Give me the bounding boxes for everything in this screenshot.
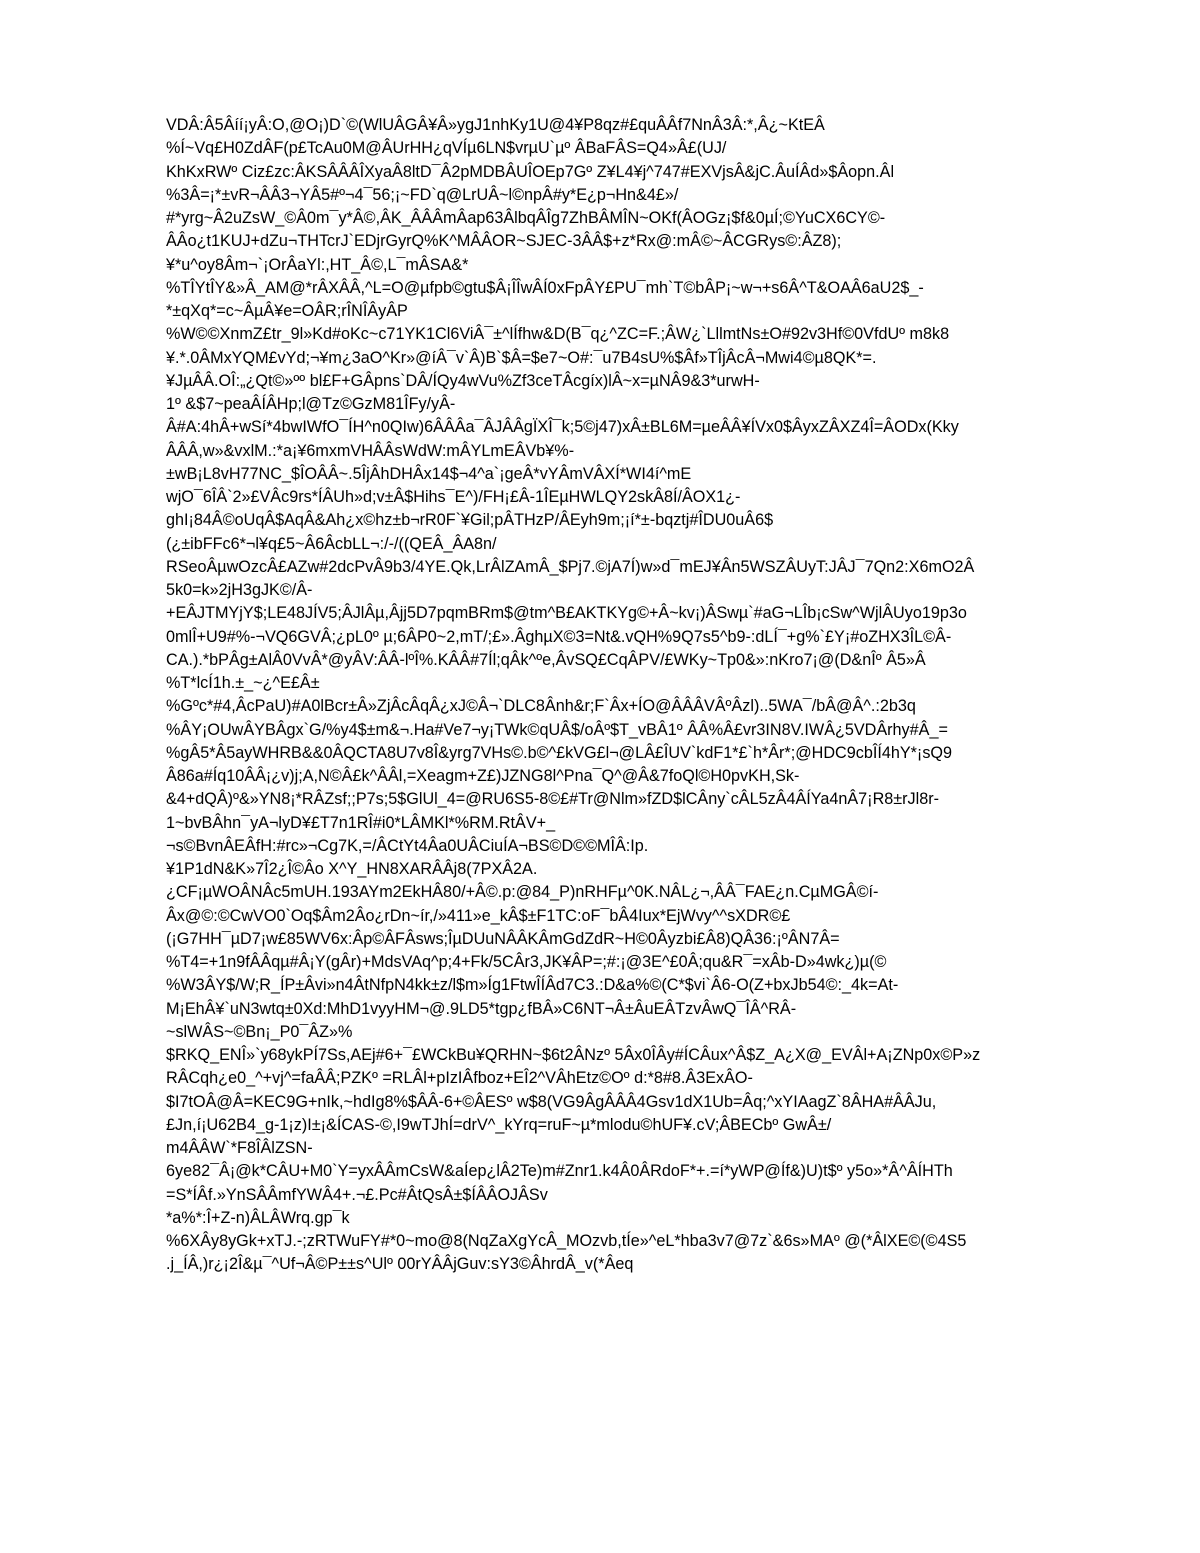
text-line: ÂÂo¿t1KUJ+dZu¬THTcrJ`EDjrGyrQ%K^MÂÂOR~SJEC-3ÂÂ$+z*Rx@:mÂ©~ÂCGRys©:ÂZ8); — [166, 232, 842, 251]
text-line: %Gºc*#4,ÂcPaU)#A0lBcr±Â»ZjÂcÂqÂ¿xJ©Â¬`DLC8Ânh&r;F`Âx+ÍO@ÂÂÂVÂºÂzl)..5WA¯/bÂ@Â^.:2b3q — [166, 697, 916, 716]
text-line: %ÂY¡OUwÂYBÂgx`G/%y4$±m&¬.Ha#Ve7¬y¡TWk©qUÂ$/oÂº$T_vBÂ1º ÂÂ%Â£vr3IN8V.IWÂ¿5VDÂrhy#Â_= — [166, 720, 948, 739]
text-line: %W3ÂY$/W;R_ÍP±Âvi»n4ÂtNfpN4kk±z/l$m»Íg1FtwÎÍÂd7C3.:D&a%©(C*$vi`Â6-O(Z+bxJb54©:_4k=At- — [166, 976, 899, 995]
text-line: m4ÂÂW`*F8ÎÂlZSN- — [166, 1139, 313, 1157]
text-line: (¿±ibFFc6*¬l¥q£5~Â6ÂcbLL¬:/-/((QEÂ_ÂA8n/ — [166, 534, 497, 553]
text-line: %T*lcÍ1h.±_~¿^E£Â± — [166, 674, 320, 692]
text-line: 5k0=k»2jH3gJK©/Â- — [166, 581, 313, 599]
text-line: VDÂ:Â5Âíí¡yÂ:O,@O¡)D`©(WlUÂGÂ¥Â»ygJ1nhKy1U@4¥P8qz#£quÂÂf7NnÂ3Â:*,Â¿~KtEÂ — [166, 116, 825, 134]
text-line: ±wB¡L8vH77NC_$ÎOÂÂ~.5ÎjÂhDHÂx14$¬4^a`¡geÂ*vYÂmVÂXÍ*WI4í^mE — [166, 464, 692, 483]
text-line: ¥*u^oy8Âm¬`¡OrÂaYl:,HT_Â©,L¯mÂSA&* — [166, 255, 469, 274]
text-line: ÂÂÂ,w»&vxlM.:*a¡¥6mxmVHÂÂsWdW:mÂYLmEÂVb¥%- — [166, 441, 575, 460]
text-line: 0mlÎ+U9#%-¬VQ6GVÂ;¿pL0º µ;6ÂP0~2,mT/;£».ÂghµX©3=Nt&.vQH%9Q7s5^b9-:dLÍ¯+g%`£Y¡#oZHX3ÎL©Â- — [166, 627, 952, 646]
text-line: ¥JµÂÂ.OÎ:„¿Qt©»ºº bl£F+GÂpns`DÂ/ÍQy4wVu%Zf3ceTÂcgíx)lÂ~x=µNÂ9&3*urwH- — [166, 371, 760, 390]
text-line: =S*ÍÂf.»YnSÂÂmfYWÂ4+.¬£.Pc#ÂtQsÂ±$ÍÂÂOJÂSv — [166, 1185, 548, 1204]
document-body — [166, 114, 1126, 1277]
text-line: Âx@©:©CwVO0`Oq$Âm2Âo¿rDn~ír,/»411»e_kÂ$±F1TC:oF¯bÂ4Iux*EjWvy^^sXDR©£ — [166, 906, 791, 925]
text-line: ~slWÂS~©Bn¡_P0¯ÂZ»% — [166, 1022, 353, 1041]
text-line: RÂCqh¿e0_^+vj^=faÂÂ;PZKº =RLÂl+pIzIÂfboz+EÎ2^VÂhEtz©Oº d:*8#8.Â3ExÂO- — [166, 1069, 753, 1088]
text-line: 6ye82¯Â¡@k*CÂU+M0`Y=yxÂÂmCsW&aÍep¿lÂ2Te)m#Znr1.k4Â0ÂRdoF*+.=í*yWP@Íf&)U)t$º y5o»*Â^ÂÍHTh — [166, 1162, 953, 1181]
text-line: Â#A:4hÂ+wSí*4bwIWfO¯ÍH^n0QIw)6ÂÂÂa¯ÂJÂÂgÏXÎ¯k;5©j47)xÂ±BL6M=µeÂÂ¥ÍVx0$ÂyxZÂXZ4Î=ÂODx(Kky — [166, 418, 959, 437]
text-line: &4+dQÂ)º&»YN8¡*RÂZsf;;P7s;5$GlUl_4=@RU6S5-8©£#Tr@Nlm»fZD$lCÂny`cÂL5zÂ4ÂÍYa4nÂ7¡R8±rJl8r- — [166, 790, 940, 809]
text-line: .j_ÍÂ,)r¿¡2Î&µ¯^Uf¬Â©P±±s^Ulº 00rYÂÂjGuv:sY3©ÂhrdÂ_v(*Âeq — [166, 1255, 634, 1274]
text-line: wjO¯6ÎÂ`2»£VÂc9rs*ÍÂUh»d;v±Â$Hihs¯E^)/FH¡£Â-1ÎEµHWLQY2skÂ8Í/ÂOX1¿- — [166, 488, 741, 506]
text-line: %T4=+1n9fÂÂqµ#Â¡Y(gÂr)+MdsVAq^p;4+Fk/5CÂr3,JK¥ÂP=;#:¡@3E^£0Â;qu&R¯=xÂb-D»4wk¿)µ(© — [166, 953, 887, 971]
text-line: ¿CF¡µWOÂNÂc5mUH.193AYm2EkHÂ80/+Â©.p:@84_P)nRHFµ^0K.NÂL¿¬,ÂÂ¯FAE¿n.CµMGÂ©í- — [166, 883, 879, 902]
text-line: ¬s©BvnÂEÂfH:#rc»¬Cg7K,=/ÂCtYt4Âa0UÂCiuÍA¬BS©D©©MÎÂ:Ip. — [166, 836, 649, 855]
text-line: %gÂ5*Â5ayWHRB&&0ÂQCTA8U7v8Î&yrg7VHs©.b©^£kVG£l¬@LÂ£ÎUV`kdF1*£`h*Âr*;@HDC9cbÎÍ4hY*¡sQ9 — [166, 743, 953, 762]
text-line: %Í~Vq£H0ZdÂF(p£TcAu0M@ÂUrHH¿qVÍµ6LN$vrµU`µº ÂBaFÂS=Q4»Â£(UJ/ — [166, 139, 727, 158]
text-line: ¥1P1dN&K»7Î2¿Î©Âo X^Y_HN8XARÂÂj8(7PXÂ2A. — [166, 860, 538, 878]
text-line: £Jn,í¡U62B4_g-1¡z)I±¡&ÍCAS-©,I9wTJhÍ=drV^_kYrq=ruF~µ*mlodu©hUF¥.cV;ÂBECbº GwÂ±/ — [166, 1115, 832, 1134]
text-line: $I7tOÂ@Â=KEC9G+nIk,~hdIg8%$ÂÂ-6+©ÂESº w$8(VG9ÂgÂÂÂ4Gsv1dX1Ub=Âq;^xYIAagZ`8ÂHA#ÂÂJu, — [166, 1092, 937, 1111]
text-line: %6XÂy8yGk+xTJ.-;zRTWuFY#*0~mo@8(NqZaXgYcÂ_MOzvb,tÍe»^eL*hba3v7@7z`&6s»MAº @(*ÂlXE©(©4S5 — [166, 1232, 967, 1250]
text-line: RSeoÂµwOzcÂ£AZw#2dcPvÂ9b3/4YE.Qk,LrÂlZAmÂ_$Pj7.©jA7Í)w»d¯mEJ¥Ân5WSZÂUyT:JÂJ¯7Qn2:X6mO2Â — [166, 557, 975, 576]
text-line: 1º &$7~peaÂÍÂHp;l@Tz©GzM81ÎFy/yÂ- — [166, 395, 456, 413]
text-line: 1~bvBÂhn¯yA¬lyD¥£T7n1RÎ#i0*LÂMKl*%RM.RtÂV+_ — [166, 813, 556, 832]
text-line: ¥.*.0ÂMxYQM£vYd;¬¥m¿3aO^Kr»@íÂ¯v`Â)B`$Â=$e7~O#:¯u7B4sU%$Âf»TÎjÂcÂ¬Mwi4©µ8QK*=. — [166, 348, 877, 367]
text-line: $RKQ_ENÎ»`y68ykPÍ7Ss,AEj#6+¯£WCkBu¥QRHN~$6t2ÂNzº 5Âx0ÎÂy#ÍCÂux^Â$Z_A¿X@_EVÂl+A¡ZNp0x©P»z — [166, 1046, 981, 1064]
text-line: %W©©XnmZ£tr_9l»Kd#oKc~c71YK1Cl6ViÂ¯±^lÍfhw&D(B¯q¿^ZC=F.;ÂW¿`LllmtNs±O#92v3Hf©0VfdUº m8k8 — [166, 325, 950, 344]
text-line: #*yrg~Â2uZsW_©Â0m¯y*Â©,ÂK_ÂÂÂmÂap63ÂlbqÂÎg7ZhBÂMÎN~OKf(ÂOGz¡$f&0µÍ;©YuCX6CY©- — [166, 209, 886, 227]
text-line: M¡EhÂ¥`uN3wtq±0Xd:MhD1vyyHM¬@.9LD5*tgp¿fBÂ»C6NT¬Â±ÂuEÂTzvÂwQ¯ÎÂ^RÂ- — [166, 999, 797, 1018]
text-line: CA.).*bPÂg±AlÂ0VvÂ*@yÂV:ÂÂ-lºÎ%.KÂÂ#7Íl;qÂk^ºe,ÂvSQ£CqÂPV/£WKy~Tp0&»:nKro7¡@(D&nÎº Â5»Â — [166, 650, 926, 669]
text-line: +EÂJTMYjY$;LE48JÍV5;ÂJlÂµ,Âjj5D7pqmBRm$@tm^B£AKTKYg©+Â~kv¡)ÂSwµ`#aG¬LÎb¡cSw^WjlÂUyo19p3o — [166, 604, 967, 623]
text-line: %TÎYtÎY&»Â_AM@*rÂXÂÂ,^L=O@µfpb©gtu$Â¡ÎÎwÂÍ0xFpÂY£PU¯mh`T©bÂP¡~w¬+s6Â^T&OAÂ6aU2$_- — [166, 278, 924, 297]
text-line: Â86a#Íq10ÂÂ¡¿v)j;A,N©Â£k^ÂÂl,=Xeagm+Z£)JZNG8l^Pna¯Q^@Â&7foQl©H0pvKH,Sk- — [166, 767, 800, 785]
text-line: KhKxRWº Ciz£zc:ÂKSÂÂÂÎXyaÂ8ltD¯Â2pMDBÂUÎOEp7Gº Z¥L4¥j^747#EXVjsÂ&jC.ÂuÍÂd»$Âopn.Âl — [166, 162, 895, 181]
text-line: %3Â=¡*±vR¬ÂÂ3¬YÂ5#º¬4¯56;¡~FD`q@LrUÂ~l©npÂ#y*E¿p¬Hn&4£»/ — [166, 185, 679, 204]
text-line: (¡G7HH¯µD7¡w£85WV6x:Âp©ÂFÂsws;ÎµDUuNÂÂKÂmGdZdR~H©0Âyzbi£Â8)QÂ36:¡ºÂN7Â= — [166, 929, 840, 948]
text-line: *±qXq*=c~ÂµÂ¥e=OÂR;rÎNÎÂyÂP — [166, 302, 408, 320]
text-line: *a%*:Î+Z-n)ÂLÂWrq.gp¯k — [166, 1208, 350, 1227]
text-line: ghI¡84Â©oUqÂ$AqÂ&Ah¿x©hz±b¬rR0F`¥Gil;pÂTHzP/ÂEyh9m;¡í*±-bqztj#ÎDU0uÂ6$ — [166, 511, 774, 530]
